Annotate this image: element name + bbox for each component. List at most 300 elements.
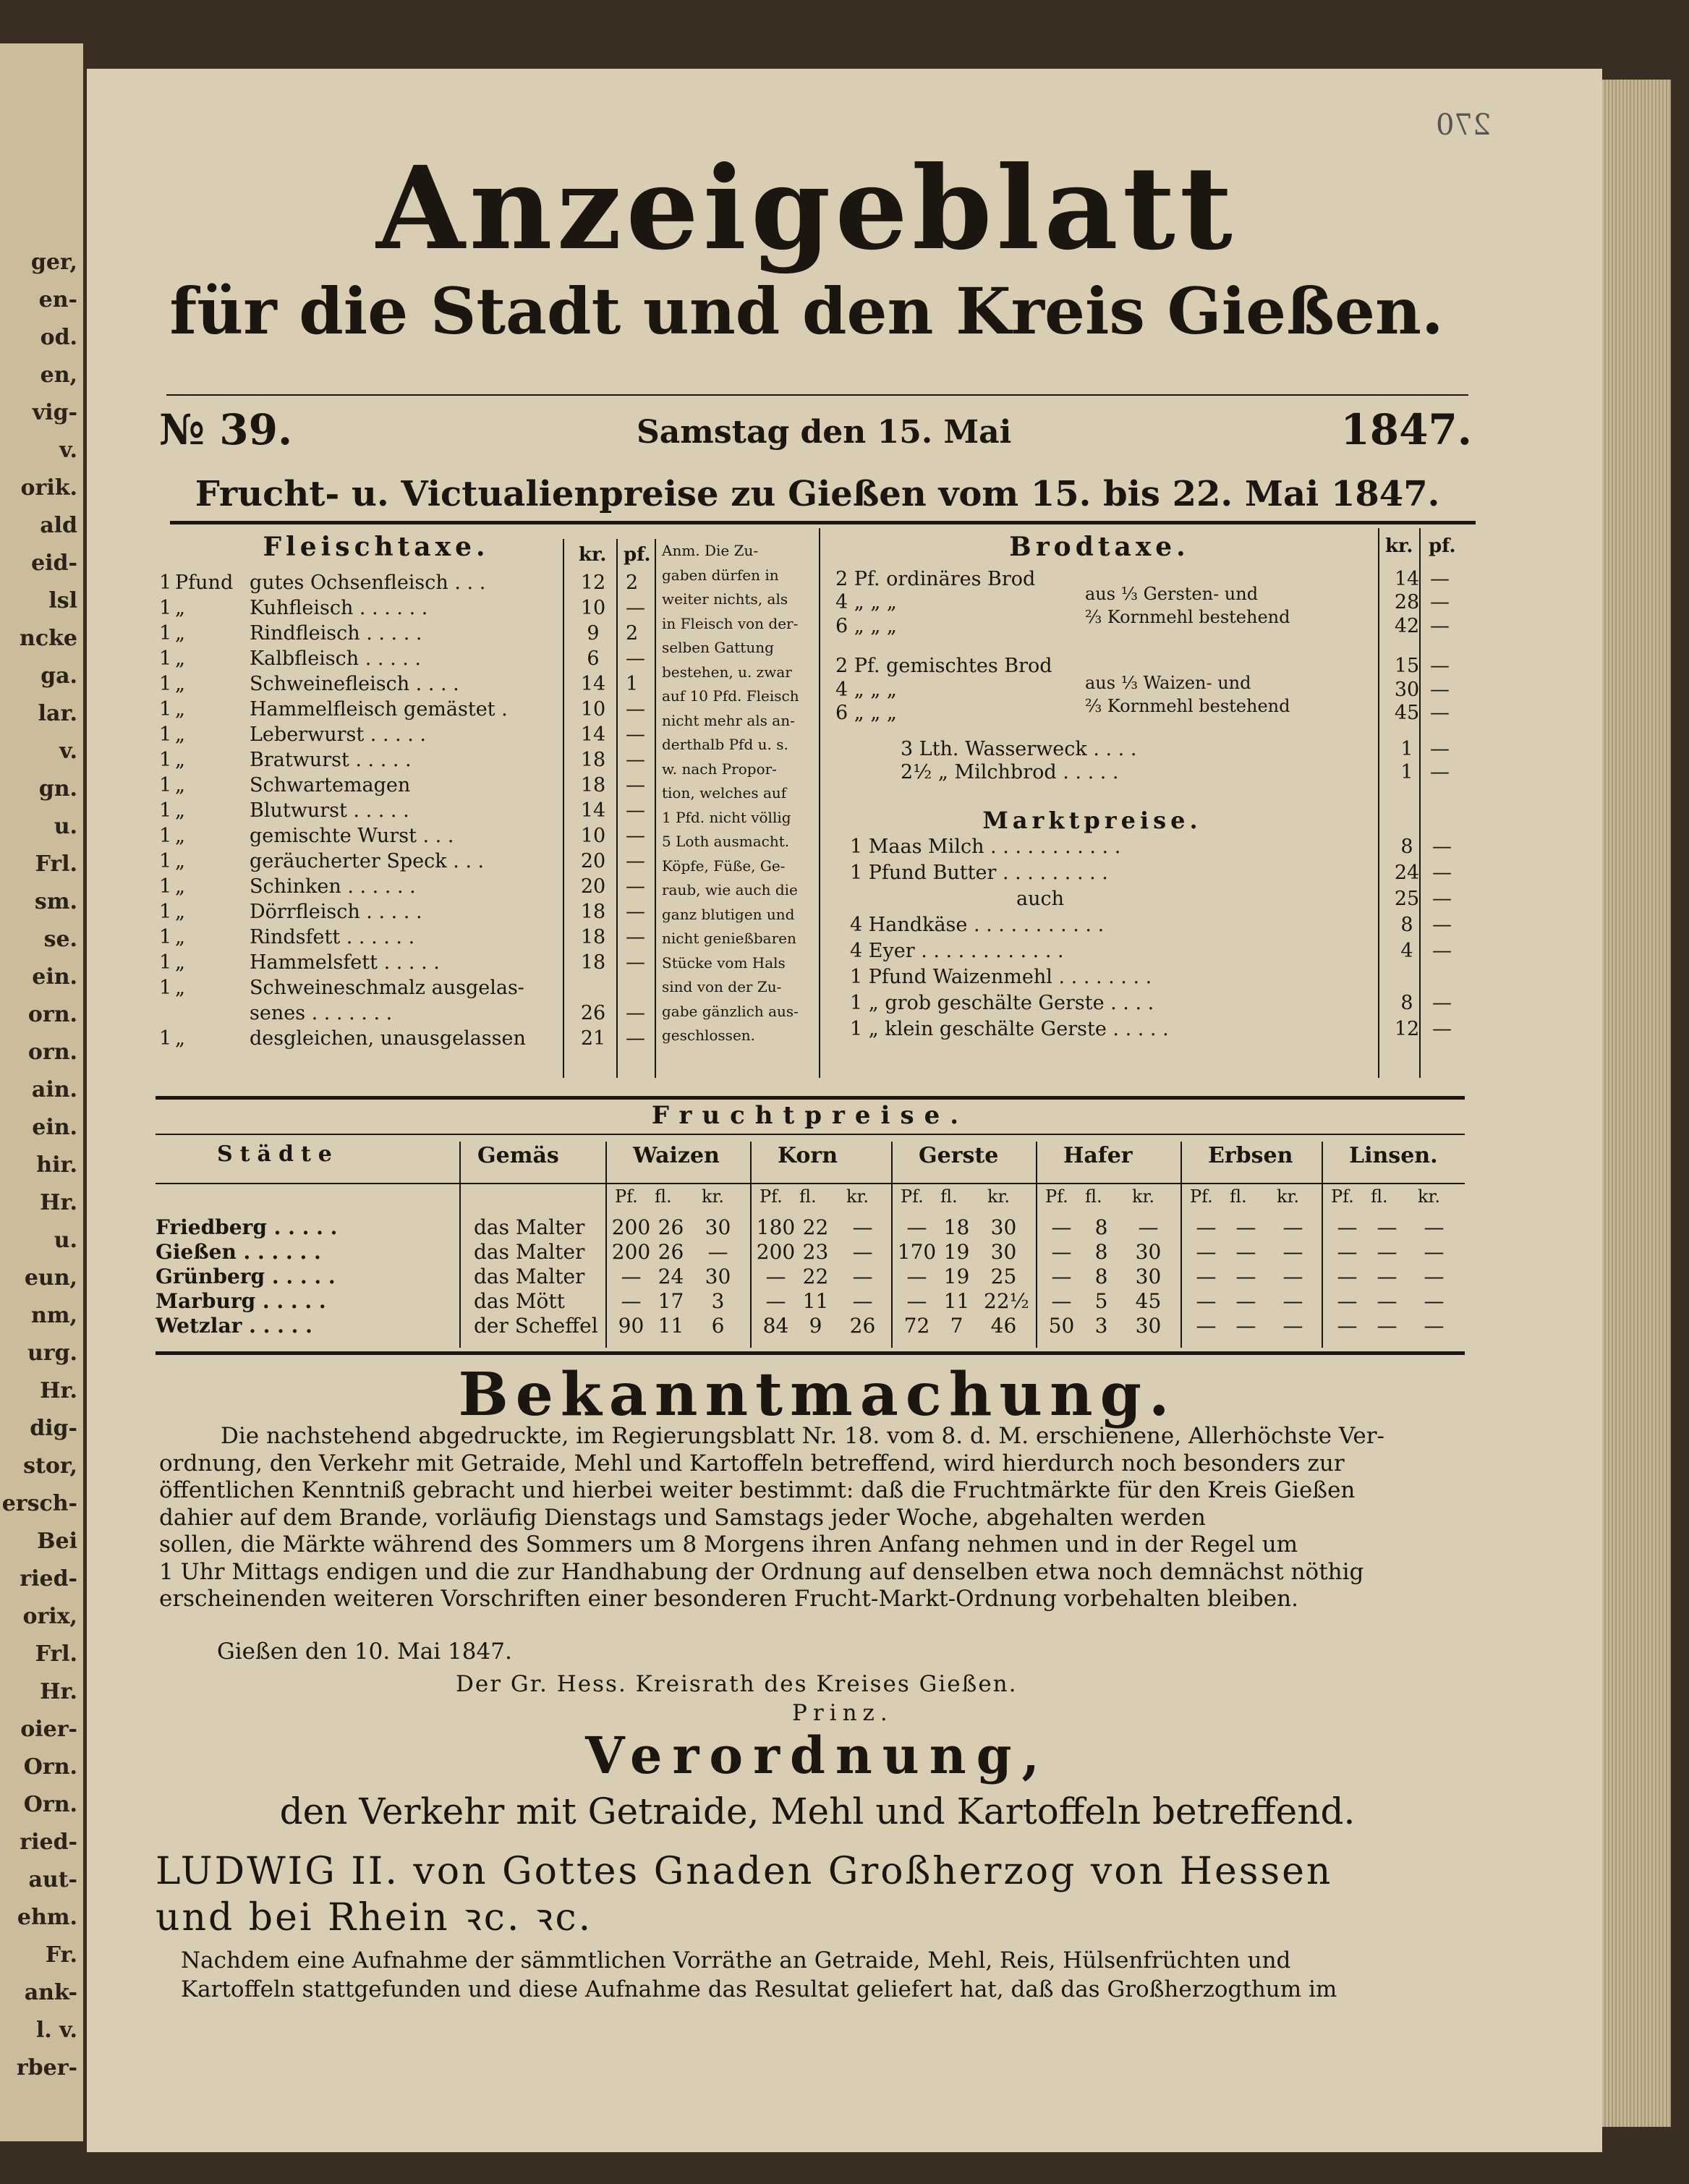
frucht-value: 23 bbox=[802, 1240, 829, 1264]
frucht-head-rule bbox=[156, 1134, 1465, 1135]
left-page-fragment: ein. bbox=[32, 964, 77, 990]
brod-brace-2-line-1: aus ⅓ Waizen- und bbox=[1085, 673, 1251, 693]
frucht-value: — bbox=[707, 1240, 728, 1264]
left-page-fragment: Fr. bbox=[45, 1942, 77, 1968]
markt-left: 1 „ klein geschälte Gerste . . . . . bbox=[850, 1018, 1169, 1040]
fleisch-qty: 1 bbox=[159, 622, 172, 645]
frucht-city: Wetzlar . . . . . bbox=[156, 1314, 312, 1338]
fleisch-kr: 14 bbox=[580, 723, 606, 746]
frucht-row bbox=[156, 1265, 1465, 1289]
frucht-value: 7 bbox=[950, 1314, 963, 1338]
frucht-value: — bbox=[1196, 1265, 1217, 1288]
markt-left: 1 „ grob geschälte Gerste . . . . bbox=[850, 992, 1154, 1014]
note-line: sind von der Zu- bbox=[662, 978, 782, 995]
brod-kr: 42 bbox=[1394, 615, 1420, 637]
fleisch-item: Hammelsfett . . . . . bbox=[250, 951, 440, 974]
frucht-value: 90 bbox=[618, 1314, 644, 1338]
note-line: tion, welches auf bbox=[662, 784, 787, 802]
note-line: raub, wie auch die bbox=[662, 881, 798, 898]
brod-kr: 45 bbox=[1394, 702, 1420, 724]
ludwig-line-2: und bei Rhein ꝛc. ꝛc. bbox=[156, 1896, 593, 1939]
fleisch-row bbox=[159, 774, 651, 798]
fleisch-kr: 18 bbox=[580, 749, 606, 771]
brod-left: 2 Pf. ordinäres Brod bbox=[835, 568, 1036, 590]
left-page-fragment: hir. bbox=[36, 1152, 77, 1178]
grain-subcol: kr. bbox=[987, 1186, 1011, 1207]
fleisch-pf: 2 bbox=[626, 622, 639, 645]
frucht-value: — bbox=[621, 1265, 642, 1288]
frucht-value: — bbox=[1196, 1314, 1217, 1338]
brod-brace-2-line-2: ⅔ Kornmehl bestehend bbox=[1085, 696, 1290, 716]
fleisch-row bbox=[159, 825, 651, 849]
left-page-fragment: ga. bbox=[41, 663, 77, 689]
fleisch-unit: „ bbox=[175, 977, 185, 999]
note-line: Köpfe, Füße, Ge- bbox=[662, 857, 786, 875]
left-page-fragment: od. bbox=[40, 325, 77, 350]
place-date: Gießen den 10. Mai 1847. bbox=[217, 1639, 512, 1665]
left-page-fragment: en- bbox=[38, 287, 77, 313]
frucht-value: 11 bbox=[802, 1289, 829, 1313]
left-page-fragment: ehm. bbox=[17, 1905, 77, 1930]
frucht-value: — bbox=[1282, 1314, 1303, 1338]
markt-kr: 4 bbox=[1400, 940, 1413, 962]
fleisch-unit: „ bbox=[175, 901, 185, 923]
fleisch-col-pf: pf. bbox=[624, 544, 651, 566]
brod-col-pf: pf. bbox=[1429, 535, 1456, 557]
fleisch-pf: — bbox=[626, 926, 645, 948]
frucht-value: 8 bbox=[1094, 1265, 1108, 1288]
frucht-value: 30 bbox=[1135, 1314, 1162, 1338]
frucht-value: 50 bbox=[1048, 1314, 1075, 1338]
brod-left: 2½ „ Milchbrod . . . . . bbox=[901, 761, 1119, 783]
markt-kr: 24 bbox=[1394, 862, 1420, 884]
frucht-value: — bbox=[1196, 1215, 1217, 1239]
fleisch-qty: 1 bbox=[159, 597, 172, 619]
left-page-fragment: Frl. bbox=[35, 851, 77, 877]
fleisch-unit: „ bbox=[175, 951, 185, 974]
note-line: in Fleisch von der- bbox=[662, 614, 799, 632]
fleisch-row bbox=[159, 572, 651, 595]
frucht-bottom-rule bbox=[156, 1351, 1465, 1355]
frucht-value: — bbox=[852, 1240, 873, 1264]
bekanntmachung-line: dahier auf dem Brande, vorläufig Dienstags und Samstags jeder Woche, abgehalten werden bbox=[159, 1504, 1206, 1531]
fleisch-item: desgleichen, unausgelassen bbox=[250, 1027, 526, 1050]
marktpreise-heading: Marktpreise. bbox=[982, 807, 1202, 834]
left-page-fragment: nm, bbox=[31, 1303, 77, 1328]
page-number: 270 bbox=[1436, 109, 1492, 142]
brod-divider bbox=[819, 528, 820, 1078]
frucht-value: — bbox=[765, 1289, 786, 1313]
note-line: selben Gattung bbox=[662, 639, 774, 656]
frucht-value: — bbox=[1235, 1314, 1256, 1338]
note-line: geschlossen. bbox=[662, 1027, 756, 1044]
brod-col-kr: kr. bbox=[1385, 535, 1413, 557]
brod-pf: — bbox=[1430, 702, 1450, 724]
fleischtaxe-heading: Fleischtaxe. bbox=[263, 532, 490, 562]
grain-subcol: Pf. bbox=[615, 1186, 638, 1207]
markt-kr: 8 bbox=[1400, 914, 1413, 936]
fleisch-qty: 1 bbox=[159, 647, 172, 670]
fleisch-unit: „ bbox=[175, 647, 185, 670]
left-page-fragment: dig- bbox=[30, 1416, 77, 1441]
fleisch-item: Kalbfleisch . . . . . bbox=[250, 647, 422, 670]
frucht-value: 30 bbox=[1135, 1265, 1162, 1288]
markt-row bbox=[850, 914, 1465, 938]
fleisch-qty: 1 bbox=[159, 901, 172, 923]
grain-subcol: Pf. bbox=[1045, 1186, 1068, 1207]
note-line: 5 Loth ausmacht. bbox=[662, 833, 790, 850]
markt-row bbox=[850, 862, 1465, 885]
frucht-value: — bbox=[765, 1265, 786, 1288]
col-staedte: Städte bbox=[217, 1142, 339, 1167]
fleisch-row bbox=[159, 723, 651, 747]
fleisch-item: gemischte Wurst . . . bbox=[250, 825, 454, 847]
frucht-value: — bbox=[852, 1265, 873, 1288]
markt-row bbox=[850, 836, 1465, 859]
frucht-top-rule bbox=[156, 1096, 1465, 1100]
markt-left: 1 Pfund Butter . . . . . . . . . bbox=[850, 862, 1108, 884]
frucht-value: — bbox=[1337, 1265, 1358, 1288]
frucht-value: — bbox=[852, 1215, 873, 1239]
left-page-fragment: lsl bbox=[48, 588, 77, 613]
prices-title: Frucht- u. Victualienpreise zu Gießen vom 15. bis 22. Mai 1847. bbox=[195, 474, 1440, 514]
frucht-value: 200 bbox=[611, 1240, 651, 1264]
bekanntmachung-line: sollen, die Märkte während des Sommers um 8 Morgens ihren Anfang nehmen und in der Regel um bbox=[159, 1531, 1298, 1558]
left-page-fragment: ried- bbox=[20, 1566, 77, 1592]
issue-number: № 39. bbox=[159, 405, 293, 454]
brod-pf: — bbox=[1430, 615, 1450, 637]
frucht-value: — bbox=[1424, 1240, 1445, 1264]
fleisch-kr: 9 bbox=[587, 622, 600, 645]
frucht-value: — bbox=[1424, 1289, 1445, 1313]
frucht-value: — bbox=[1196, 1289, 1217, 1313]
fleisch-item: Hammelfleisch gemästet . bbox=[250, 698, 508, 721]
frucht-value: 22 bbox=[802, 1265, 829, 1288]
note-line: nicht genießbaren bbox=[662, 930, 796, 947]
frucht-value: — bbox=[1051, 1265, 1072, 1288]
fleisch-row bbox=[159, 1002, 651, 1026]
brod-pf: — bbox=[1430, 591, 1450, 613]
prices-top-rule bbox=[170, 521, 1476, 524]
fleisch-col-kr: kr. bbox=[579, 544, 607, 566]
left-page-fragment: l. v. bbox=[35, 2018, 77, 2043]
fleisch-pf: — bbox=[626, 850, 645, 872]
markt-pf: — bbox=[1432, 1018, 1452, 1040]
fleisch-item: Kuhfleisch . . . . . . bbox=[250, 597, 428, 619]
fleisch-item: Schinken . . . . . . bbox=[250, 875, 416, 898]
fleisch-qty: 1 bbox=[159, 977, 172, 999]
fleisch-qty: 1 bbox=[159, 1027, 172, 1050]
frucht-value: 19 bbox=[943, 1265, 970, 1288]
grain-subcol: Pf. bbox=[760, 1186, 783, 1207]
frucht-row bbox=[156, 1289, 1465, 1314]
fleisch-unit: „ bbox=[175, 875, 185, 898]
bekanntmachung-line: erscheinenden weiteren Vorschriften einer besonderen Frucht-Markt-Ordnung vorbehalten bleiben. bbox=[159, 1586, 1298, 1612]
fleisch-row bbox=[159, 850, 651, 874]
frucht-value: 45 bbox=[1135, 1289, 1162, 1313]
fleisch-item: Bratwurst . . . . . bbox=[250, 749, 412, 771]
issue-date: Samstag den 15. Mai bbox=[637, 414, 1012, 451]
frucht-value: — bbox=[906, 1289, 927, 1313]
fleisch-qty: 1 bbox=[159, 698, 172, 721]
frucht-value: 11 bbox=[943, 1289, 970, 1313]
frucht-value: 25 bbox=[990, 1265, 1017, 1288]
frucht-value: — bbox=[1282, 1240, 1303, 1264]
grain-subcol: kr. bbox=[702, 1186, 725, 1207]
fleisch-pf: 1 bbox=[626, 673, 639, 695]
left-page-fragment: eun, bbox=[24, 1265, 77, 1291]
frucht-value: 84 bbox=[762, 1314, 789, 1338]
verordnung-body-line-2: Kartoffeln stattgefunden und diese Aufnahme das Resultat geliefert hat, daß das Großherzogthum im bbox=[181, 1976, 1337, 2002]
brod-brace-1 bbox=[1085, 582, 1290, 629]
fleisch-kr: 6 bbox=[587, 647, 600, 670]
grain-subcol: Pf. bbox=[1331, 1186, 1354, 1207]
fleisch-pf: — bbox=[626, 951, 645, 974]
markt-pf: — bbox=[1432, 940, 1452, 962]
grain-subcol: kr. bbox=[1132, 1186, 1155, 1207]
left-page-fragment: u. bbox=[54, 1228, 77, 1253]
fleischtaxe-note bbox=[662, 539, 814, 1048]
frucht-value: — bbox=[1337, 1215, 1358, 1239]
left-page-fragment: se. bbox=[43, 927, 77, 952]
frucht-value: 3 bbox=[1094, 1314, 1108, 1338]
left-page-fragment: stor, bbox=[23, 1453, 77, 1479]
fleisch-pf: — bbox=[626, 597, 645, 619]
frucht-gemaes: der Scheffel bbox=[474, 1314, 598, 1338]
fleisch-row bbox=[159, 926, 651, 950]
fleisch-pf: — bbox=[626, 901, 645, 923]
note-line: w. nach Propor- bbox=[662, 760, 777, 778]
left-page-fragment: gn. bbox=[38, 776, 77, 802]
fleisch-row bbox=[159, 698, 651, 722]
fleisch-qty: 1 bbox=[159, 673, 172, 695]
grain-header: Waizen bbox=[633, 1143, 720, 1168]
frucht-value: — bbox=[1337, 1240, 1358, 1264]
frucht-value: — bbox=[1377, 1240, 1397, 1264]
frucht-value: 6 bbox=[711, 1314, 725, 1338]
left-page-fragment: Bei bbox=[37, 1529, 77, 1554]
note-line: gabe gänzlich aus- bbox=[662, 1002, 799, 1020]
fleisch-kr: 18 bbox=[580, 926, 606, 948]
grain-subcol: Pf. bbox=[1190, 1186, 1213, 1207]
verordnung-heading: Verordnung, bbox=[585, 1725, 1050, 1785]
fleisch-qty: 1 bbox=[159, 951, 172, 974]
fleisch-unit: „ bbox=[175, 1027, 185, 1050]
grain-subcol: fl. bbox=[799, 1186, 817, 1207]
left-page-fragment: en, bbox=[40, 362, 77, 388]
markt-row bbox=[850, 888, 1465, 912]
left-page-fragment: ain. bbox=[31, 1077, 77, 1102]
fleisch-row bbox=[159, 977, 651, 1000]
grain-header: Gerste bbox=[919, 1143, 999, 1168]
fleisch-item: Leberwurst . . . . . bbox=[250, 723, 427, 746]
frucht-value: — bbox=[1196, 1240, 1217, 1264]
fleisch-row bbox=[159, 951, 651, 975]
fleisch-pf: — bbox=[626, 698, 645, 721]
frucht-subhead-rule bbox=[156, 1183, 1465, 1184]
fleisch-qty: 1 bbox=[159, 799, 172, 822]
frucht-value: — bbox=[1377, 1289, 1397, 1313]
markt-pf: — bbox=[1432, 836, 1452, 858]
frucht-value: — bbox=[1235, 1240, 1256, 1264]
brod-left: 2 Pf. gemischtes Brod bbox=[835, 655, 1052, 677]
brod-kr: 28 bbox=[1394, 591, 1420, 613]
fleisch-unit: „ bbox=[175, 597, 185, 619]
fleisch-kr: 14 bbox=[580, 799, 606, 822]
grain-subcol: fl. bbox=[940, 1186, 958, 1207]
fleisch-divider-3 bbox=[655, 539, 656, 1078]
frucht-city: Friedberg . . . . . bbox=[156, 1215, 338, 1239]
fleisch-qty: 1 bbox=[159, 723, 172, 746]
markt-left: 4 Handkäse . . . . . . . . . . . bbox=[850, 914, 1105, 936]
bekanntmachung-line: ordnung, den Verkehr mit Getraide, Mehl und Kartoffeln betreffend, wird hierdurch noch besonders zur bbox=[159, 1450, 1345, 1476]
brod-brace-2 bbox=[1085, 671, 1290, 718]
grain-header: Erbsen bbox=[1208, 1143, 1293, 1168]
brod-kr: 15 bbox=[1394, 655, 1420, 677]
fleisch-kr: 20 bbox=[580, 850, 606, 872]
note-line: weiter nichts, als bbox=[662, 590, 788, 608]
fleisch-kr: 10 bbox=[580, 825, 606, 847]
bekanntmachung-line: Die nachstehend abgedruckte, im Regierungsblatt Nr. 18. vom 8. d. M. erschienene, Allerhöchste Ver- bbox=[221, 1423, 1385, 1449]
left-page-fragment: oier- bbox=[20, 1717, 77, 1742]
brod-brace-1-line-1: aus ⅓ Gersten- und bbox=[1085, 584, 1259, 604]
brod-pf: — bbox=[1430, 655, 1450, 677]
frucht-value: 46 bbox=[990, 1314, 1017, 1338]
left-page-fragment: sm. bbox=[34, 889, 77, 914]
brod-left: 6 „ „ „ bbox=[835, 702, 897, 724]
verordnung-body bbox=[181, 1946, 1468, 2004]
frucht-value: 3 bbox=[711, 1289, 725, 1313]
brod-kr: 1 bbox=[1400, 738, 1413, 760]
frucht-value: 180 bbox=[756, 1215, 796, 1239]
fleisch-item: Rindsfett . . . . . . bbox=[250, 926, 415, 948]
brod-left: 4 „ „ „ bbox=[835, 591, 897, 613]
frucht-row bbox=[156, 1215, 1465, 1240]
fleisch-unit: „ bbox=[175, 622, 185, 645]
markt-row bbox=[850, 966, 1465, 990]
frucht-value: 30 bbox=[990, 1240, 1017, 1264]
left-page-fragment: orik. bbox=[20, 475, 77, 501]
left-page-fragment: ried- bbox=[20, 1830, 77, 1855]
frucht-value: 200 bbox=[756, 1240, 796, 1264]
left-page-fragment: aut- bbox=[28, 1867, 77, 1892]
fleisch-qty: 1 bbox=[159, 850, 172, 872]
left-page-fragment: vig- bbox=[32, 400, 77, 425]
brod-pf: — bbox=[1430, 738, 1450, 760]
left-page-fragment: ein. bbox=[32, 1115, 77, 1140]
left-page-fragment: ersch- bbox=[1, 1491, 77, 1516]
brod-kr: 14 bbox=[1394, 568, 1420, 590]
left-page-fragment: eid- bbox=[31, 551, 77, 576]
frucht-value: 19 bbox=[943, 1240, 970, 1264]
fleisch-qty: 1 bbox=[159, 572, 172, 594]
frucht-value: — bbox=[1051, 1289, 1072, 1313]
brod-left: 6 „ „ „ bbox=[835, 615, 897, 637]
left-page-fragment: lar. bbox=[38, 701, 77, 726]
left-page-fragment: rber- bbox=[16, 2055, 77, 2081]
brod-row bbox=[835, 761, 1465, 785]
frucht-city: Grünberg . . . . . bbox=[156, 1265, 336, 1288]
ludwig-title bbox=[156, 1848, 1472, 1941]
markt-pf: — bbox=[1432, 992, 1452, 1014]
frucht-value: — bbox=[1424, 1314, 1445, 1338]
markt-kr: 8 bbox=[1400, 836, 1413, 858]
frucht-row bbox=[156, 1314, 1465, 1338]
frucht-value: — bbox=[1235, 1265, 1256, 1288]
fleisch-item: gutes Ochsenfleisch . . . bbox=[250, 572, 486, 594]
brod-pf: — bbox=[1430, 679, 1450, 701]
markt-pf: — bbox=[1432, 888, 1452, 910]
fleisch-pf: 2 bbox=[626, 572, 639, 594]
note-line: bestehen, u. zwar bbox=[662, 663, 792, 681]
markt-left: auch bbox=[1016, 888, 1064, 910]
frucht-value: 22 bbox=[802, 1215, 829, 1239]
grain-subcol: kr. bbox=[1277, 1186, 1300, 1207]
fleisch-unit: „ bbox=[175, 850, 185, 872]
frucht-value: — bbox=[906, 1265, 927, 1288]
fleisch-qty: 1 bbox=[159, 825, 172, 847]
fleisch-pf: — bbox=[626, 875, 645, 898]
fleisch-row bbox=[159, 901, 651, 925]
brod-left: 3 Lth. Wasserweck . . . . bbox=[901, 738, 1137, 760]
fleisch-pf: — bbox=[626, 825, 645, 847]
fleisch-item: Blutwurst . . . . . bbox=[250, 799, 409, 822]
frucht-value: — bbox=[1424, 1215, 1445, 1239]
frucht-value: 8 bbox=[1094, 1215, 1108, 1239]
brod-kr: 1 bbox=[1400, 761, 1413, 783]
fleisch-unit: „ bbox=[175, 774, 185, 796]
fleisch-row bbox=[159, 1027, 651, 1051]
frucht-value: — bbox=[621, 1289, 642, 1313]
brod-row bbox=[835, 738, 1465, 762]
fleisch-divider-1 bbox=[563, 539, 564, 1078]
grain-subcol: kr. bbox=[1418, 1186, 1441, 1207]
grain-subcol: fl. bbox=[1371, 1186, 1388, 1207]
note-line: ganz blutigen und bbox=[662, 905, 795, 923]
markt-kr: 8 bbox=[1400, 992, 1413, 1014]
markt-row bbox=[850, 1018, 1465, 1042]
issue-year: 1847. bbox=[1340, 405, 1472, 454]
grain-header: Hafer bbox=[1063, 1143, 1133, 1168]
fleisch-kr: 12 bbox=[580, 572, 606, 594]
grain-subcol: fl. bbox=[655, 1186, 672, 1207]
issue-line bbox=[159, 405, 1472, 456]
note-line: derthalb Pfd u. s. bbox=[662, 736, 788, 753]
frucht-gemaes: das Malter bbox=[474, 1240, 585, 1264]
frucht-value: — bbox=[906, 1215, 927, 1239]
frucht-gemaes: das Malter bbox=[474, 1215, 585, 1239]
frucht-row bbox=[156, 1240, 1465, 1265]
fleisch-kr: 18 bbox=[580, 774, 606, 796]
frucht-value: 8 bbox=[1094, 1240, 1108, 1264]
frucht-value: 18 bbox=[943, 1215, 970, 1239]
left-page-fragment: Frl. bbox=[35, 1641, 77, 1667]
fleisch-item: Schwartemagen bbox=[250, 774, 411, 796]
markt-row bbox=[850, 940, 1465, 964]
markt-left: 4 Eyer . . . . . . . . . . . . bbox=[850, 940, 1064, 962]
fleisch-pf: — bbox=[626, 647, 645, 670]
left-page-fragment: orn. bbox=[27, 1002, 77, 1027]
grain-header: Linsen. bbox=[1349, 1143, 1438, 1168]
fleisch-pf: — bbox=[626, 799, 645, 822]
grain-subcol: Pf. bbox=[901, 1186, 924, 1207]
fleisch-unit: „ bbox=[175, 673, 185, 695]
fleisch-item: Schweineschmalz ausgelas- bbox=[250, 977, 524, 999]
note-line: nicht mehr als an- bbox=[662, 711, 795, 729]
ludwig-line-1: LUDWIG II. von Gottes Gnaden Großherzog von Hessen bbox=[156, 1850, 1333, 1893]
left-page-fragment: Orn. bbox=[23, 1754, 77, 1780]
frucht-value: 26 bbox=[658, 1215, 684, 1239]
